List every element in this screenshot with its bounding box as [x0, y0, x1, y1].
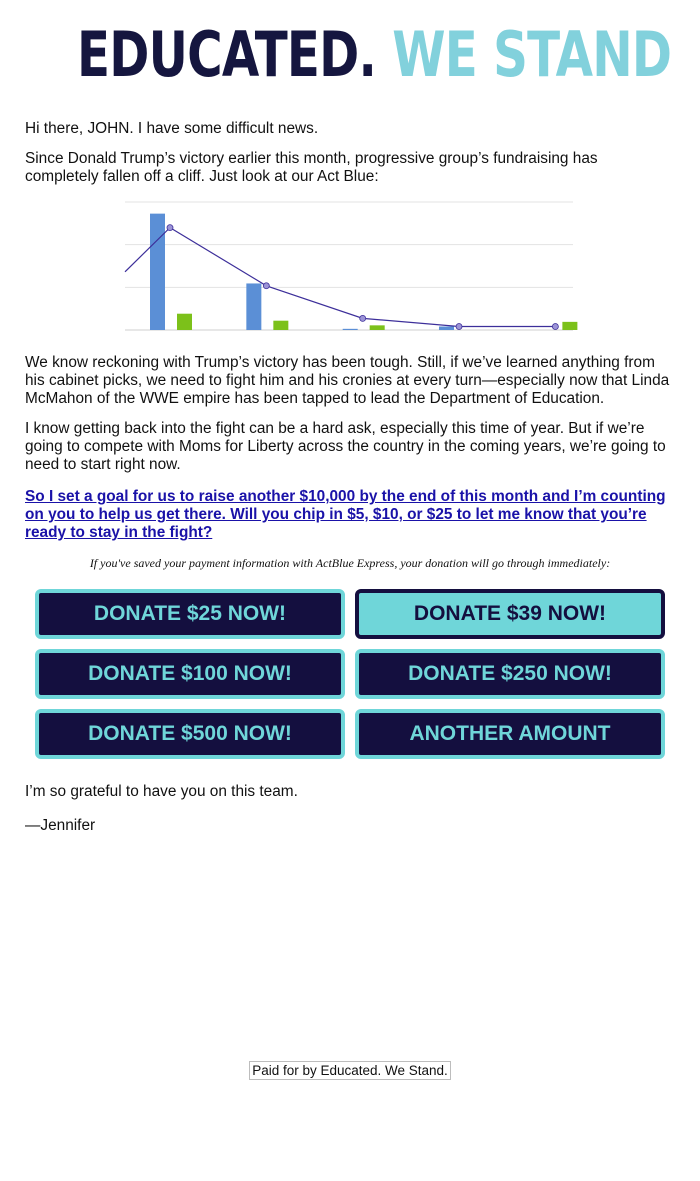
paragraph-reckoning: We know reckoning with Trump’s victory has been tough. Still, if we’ve learned anything from his cabinet picks, we need to fight him and his cronies at every turn—especially now that Linda McMahon of the WWE empire has been tapped to lead the Department of Education. [25, 354, 670, 407]
donate-25-button[interactable]: DONATE $25 NOW! [35, 589, 345, 639]
intro-paragraph: Since Donald Trump’s victory earlier this month, progressive group’s fundraising has completely fallen off a cliff. Just look at our Act Blue: [25, 150, 598, 185]
chart-bar-series2-2 [273, 321, 288, 330]
greeting-text: Hi there, JOHN. I have some difficult news. [25, 120, 319, 137]
donate-cta-link[interactable]: So I set a goal for us to raise another $10,000 by the end of this month and I’m counting on you to help us get there. Will you chip in $5, $10, or $25 to let me know that you’re ready to stay in the fight? [25, 488, 666, 541]
logo-text-secondary: WE STAND [392, 18, 672, 91]
donate-39-button[interactable]: DONATE $39 NOW! [355, 589, 665, 639]
closing-text: I’m so grateful to have you on this team. [25, 783, 298, 800]
chart-bar-series2-5 [562, 322, 577, 330]
donate-500-button[interactable]: DONATE $500 NOW! [35, 709, 345, 759]
actblue-express-note: If you've saved your payment information with ActBlue Express, your donation will go through immediately: [89, 556, 611, 570]
paid-for-disclaimer: Paid for by Educated. We Stand. [249, 1061, 451, 1080]
chart-line-point-1 [167, 225, 173, 231]
donate-250-button[interactable]: DONATE $250 NOW! [355, 649, 665, 699]
fundraising-chart [25, 198, 675, 338]
signature: —Jennifer [25, 817, 96, 834]
chart-bar-series1-2 [246, 283, 261, 330]
paragraph-compete: I know getting back into the fight can be a hard ask, especially this time of year. But if we’re going to compete with Moms for Liberty across the country in the coming years, we’re going to need to start right now. [25, 420, 666, 473]
chart-line-point-2 [263, 283, 269, 289]
chart-bar-series1-3 [343, 329, 358, 330]
chart-trend-line [125, 228, 555, 327]
chart-bar-series2-3 [370, 325, 385, 330]
chart-line-point-4 [456, 324, 462, 330]
logo-text-primary: EDUCATED. [77, 18, 377, 91]
chart-line-point-5 [552, 324, 558, 330]
chart-bar-series1-1 [150, 214, 165, 330]
another-amount-button[interactable]: ANOTHER AMOUNT [355, 709, 665, 759]
chart-svg [25, 198, 675, 338]
logo [77, 18, 672, 91]
donate-button-grid [0, 589, 700, 759]
email-header [0, 0, 700, 120]
donate-100-button[interactable]: DONATE $100 NOW! [35, 649, 345, 699]
chart-line-point-3 [360, 315, 366, 321]
footer [0, 1061, 700, 1080]
chart-bar-series2-1 [177, 314, 192, 330]
email-body [0, 120, 700, 571]
chart-bar-series1-4 [439, 327, 454, 330]
closing-section [0, 783, 700, 835]
